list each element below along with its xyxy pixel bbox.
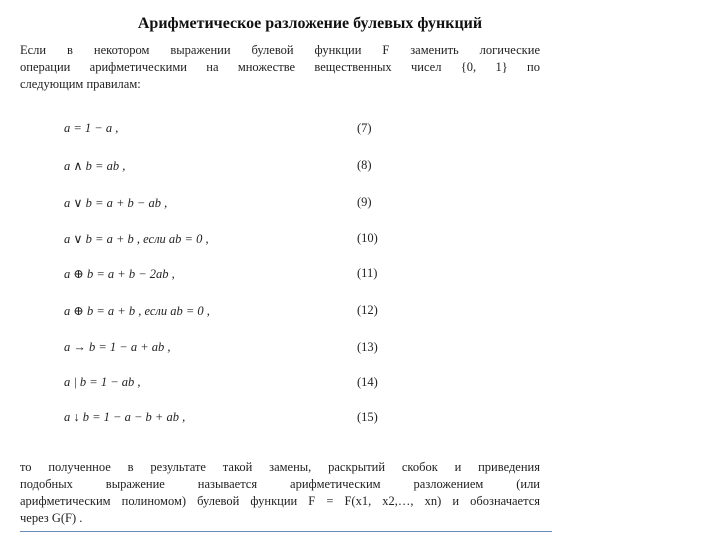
formula-row-9 <box>64 195 394 213</box>
page-bottom-rule <box>20 531 552 532</box>
intro-line: Если в некотором выражении булевой функции F заменить логические <box>20 43 540 57</box>
formula-expression: a ∧ b = ab , <box>64 159 126 173</box>
intro-line: следующим правилам: <box>20 77 141 91</box>
formula-number: (8) <box>357 158 372 172</box>
document-title: Арифметическое разложение булевых функций <box>137 15 483 32</box>
formula-expression: a | b = 1 − ab , <box>64 375 141 389</box>
intro-line: операции арифметическими на множестве вещественных чисел {0, 1} по <box>20 60 540 74</box>
formula-number: (9) <box>357 195 372 209</box>
formula-expression: a ⊕ b = a + b − 2ab , <box>64 267 175 281</box>
formula-number: (11) <box>357 266 378 280</box>
formula-row-14 <box>64 375 394 393</box>
formula-row-11 <box>64 266 394 284</box>
outro-line: то полученное в результате такой замены, раскрытий скобок и приведения <box>20 460 540 474</box>
formula-row-7 <box>64 121 394 139</box>
formula-row-13 <box>64 340 394 358</box>
formula-row-10 <box>64 231 394 249</box>
formula-number: (13) <box>357 340 378 354</box>
intro-paragraph <box>20 42 540 93</box>
formula-number: (15) <box>357 410 378 424</box>
formula-row-15 <box>64 410 394 428</box>
formula-number: (10) <box>357 231 378 245</box>
outro-line: арифметическим полиномом) булевой функции F = F(x1, x2,…, xn) и обозначается <box>20 494 540 508</box>
formula-row-12 <box>64 303 394 321</box>
formula-expression: a ∨ b = a + b − ab , <box>64 196 168 210</box>
formula-expression: a = 1 − a , <box>64 121 119 135</box>
formula-expression: a ↓ b = 1 − a − b + ab , <box>64 410 186 424</box>
outro-line: через G(F) . <box>20 511 83 525</box>
formula-number: (12) <box>357 303 378 317</box>
formula-row-8 <box>64 158 394 176</box>
formula-expression: a ⊕ b = a + b , если ab = 0 , <box>64 304 210 318</box>
formula-expression: a → b = 1 − a + ab , <box>64 340 171 354</box>
outro-paragraph <box>20 459 540 527</box>
formula-number: (7) <box>357 121 372 135</box>
formula-number: (14) <box>357 375 378 389</box>
formula-expression: a ∨ b = a + b , если ab = 0 , <box>64 232 209 246</box>
outro-line: подобных выражение называется арифметическим разложением (или <box>20 477 540 491</box>
